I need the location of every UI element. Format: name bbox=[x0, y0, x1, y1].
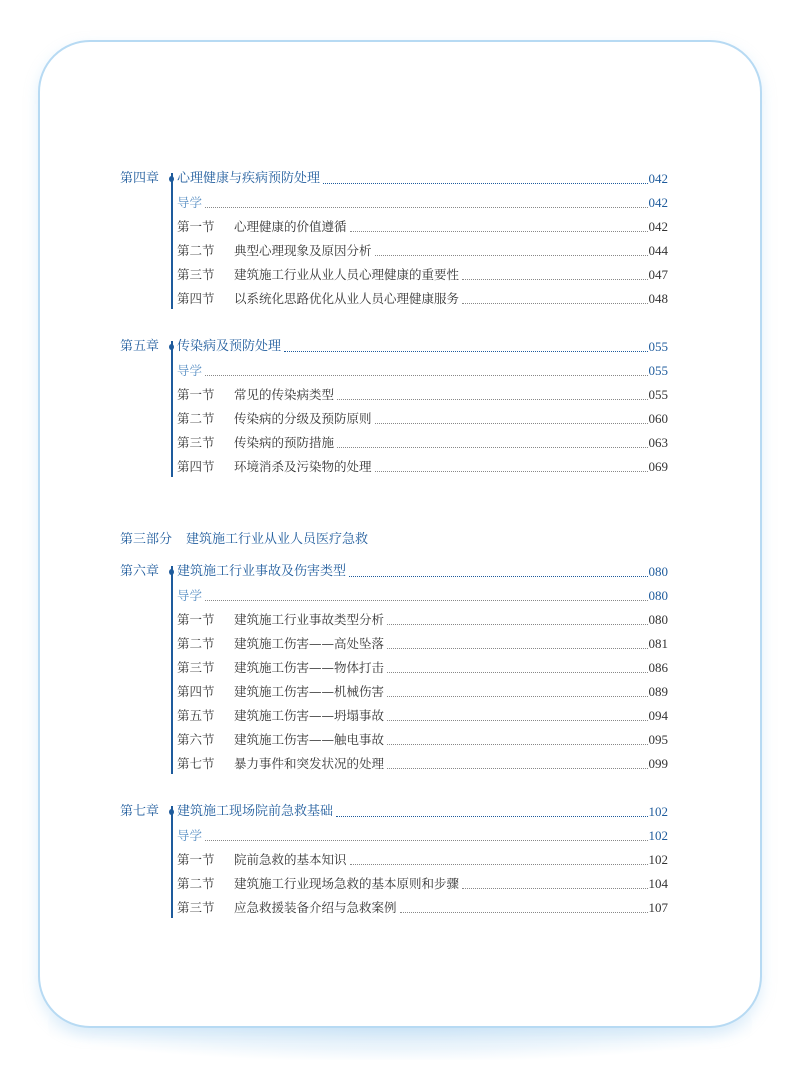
page-number: 048 bbox=[648, 291, 668, 306]
chapter-title: 建筑施工行业事故及伤害类型 bbox=[177, 564, 347, 579]
page-number: 104 bbox=[648, 876, 668, 891]
dot-leader bbox=[205, 840, 647, 841]
page-number: 042 bbox=[648, 219, 668, 234]
dot-leader bbox=[205, 375, 647, 376]
chapter-label: 第五章 bbox=[120, 339, 160, 354]
section-number: 第七节 bbox=[177, 756, 215, 771]
section-title: 建筑施工伤害——触电事故 bbox=[234, 732, 385, 747]
section-number: 第一节 bbox=[177, 612, 215, 627]
chapter-bullet-icon bbox=[169, 569, 174, 575]
part-title: 建筑施工行业从业人员医疗急救 bbox=[186, 532, 369, 547]
section-number: 第四节 bbox=[177, 459, 215, 474]
section-title: 应急救援装备介绍与急救案例 bbox=[234, 900, 397, 915]
intro-label: 导学 bbox=[177, 588, 203, 603]
chapter-divider-line bbox=[171, 806, 173, 918]
chapter-divider-line bbox=[171, 566, 173, 774]
page-number: 042 bbox=[648, 195, 668, 210]
section-number: 第二节 bbox=[177, 636, 215, 651]
chapter-title: 建筑施工现场院前急救基础 bbox=[177, 804, 334, 819]
section-number: 第三节 bbox=[177, 435, 215, 450]
intro-entry[interactable] bbox=[177, 584, 668, 608]
section-title: 建筑施工行业现场急救的基本原则和步骤 bbox=[234, 876, 460, 891]
section-entry[interactable] bbox=[177, 872, 668, 896]
section-entry[interactable] bbox=[177, 431, 668, 455]
section-entry[interactable] bbox=[177, 632, 668, 656]
page-number: 080 bbox=[648, 612, 668, 627]
dot-leader bbox=[337, 447, 647, 448]
section-number: 第三节 bbox=[177, 900, 215, 915]
part-label: 第三部分 bbox=[120, 532, 173, 547]
dot-leader bbox=[337, 399, 647, 400]
dot-leader bbox=[387, 672, 647, 673]
dot-leader bbox=[375, 255, 648, 256]
part-heading bbox=[120, 529, 368, 551]
dot-leader bbox=[375, 471, 648, 472]
section-title: 建筑施工伤害——机械伤害 bbox=[234, 684, 385, 699]
section-number: 第二节 bbox=[177, 411, 215, 426]
dot-leader bbox=[400, 912, 648, 913]
section-entry[interactable] bbox=[177, 407, 668, 431]
dot-leader bbox=[284, 351, 647, 352]
section-entry[interactable] bbox=[177, 455, 668, 479]
chapter-label: 第六章 bbox=[120, 564, 160, 579]
dot-leader bbox=[462, 888, 647, 889]
section-title: 建筑施工伤害——高处坠落 bbox=[234, 636, 385, 651]
chapter-entry[interactable] bbox=[177, 167, 668, 191]
chapter-block bbox=[120, 167, 668, 311]
dot-leader bbox=[336, 816, 647, 817]
section-entry[interactable] bbox=[177, 263, 668, 287]
section-number: 第一节 bbox=[177, 852, 215, 867]
section-title: 传染病的分级及预防原则 bbox=[234, 411, 372, 426]
section-title: 院前急救的基本知识 bbox=[234, 852, 347, 867]
page-number: 055 bbox=[648, 339, 668, 354]
section-number: 第一节 bbox=[177, 387, 215, 402]
chapter-entry[interactable] bbox=[177, 335, 668, 359]
chapter-block bbox=[120, 335, 668, 479]
dot-leader bbox=[205, 207, 647, 208]
section-title: 以系统化思路优化从业人员心理健康服务 bbox=[234, 291, 460, 306]
page-number: 080 bbox=[648, 564, 668, 579]
section-entry[interactable] bbox=[177, 287, 668, 311]
intro-entry[interactable] bbox=[177, 191, 668, 215]
chapter-bullet-icon bbox=[169, 176, 174, 182]
page-number: 086 bbox=[648, 660, 668, 675]
section-number: 第三节 bbox=[177, 660, 215, 675]
dot-leader bbox=[387, 696, 647, 697]
page-number: 055 bbox=[648, 363, 668, 378]
intro-entry[interactable] bbox=[177, 359, 668, 383]
page-number: 080 bbox=[648, 588, 668, 603]
section-entry[interactable] bbox=[177, 848, 668, 872]
section-title: 常见的传染病类型 bbox=[234, 387, 335, 402]
page-number: 044 bbox=[648, 243, 668, 258]
section-entry[interactable] bbox=[177, 656, 668, 680]
dot-leader bbox=[462, 303, 647, 304]
chapter-block bbox=[120, 560, 668, 776]
page-number: 081 bbox=[648, 636, 668, 651]
section-number: 第二节 bbox=[177, 243, 215, 258]
page-number: 102 bbox=[648, 804, 668, 819]
intro-label: 导学 bbox=[177, 363, 203, 378]
chapter-title: 心理健康与疾病预防处理 bbox=[177, 171, 321, 186]
page-number: 107 bbox=[648, 900, 668, 915]
page-number: 094 bbox=[648, 708, 668, 723]
chapter-bullet-icon bbox=[169, 809, 174, 815]
dot-leader bbox=[350, 864, 648, 865]
page-number: 099 bbox=[648, 756, 668, 771]
section-number: 第二节 bbox=[177, 876, 215, 891]
chapter-title: 传染病及预防处理 bbox=[177, 339, 282, 354]
section-title: 建筑施工伤害——坍塌事故 bbox=[234, 708, 385, 723]
section-entry[interactable] bbox=[177, 728, 668, 752]
page-number: 095 bbox=[648, 732, 668, 747]
section-title: 建筑施工行业从业人员心理健康的重要性 bbox=[234, 267, 460, 282]
section-entry[interactable] bbox=[177, 896, 668, 920]
chapter-bullet-icon bbox=[169, 344, 174, 350]
dot-leader bbox=[375, 423, 648, 424]
section-title: 传染病的预防措施 bbox=[234, 435, 335, 450]
section-title: 典型心理现象及原因分析 bbox=[234, 243, 372, 258]
section-title: 心理健康的价值遵循 bbox=[234, 219, 347, 234]
section-number: 第一节 bbox=[177, 219, 215, 234]
chapter-entry[interactable] bbox=[177, 560, 668, 584]
dot-leader bbox=[462, 279, 647, 280]
section-number: 第四节 bbox=[177, 291, 215, 306]
dot-leader bbox=[387, 648, 647, 649]
intro-label: 导学 bbox=[177, 195, 203, 210]
chapter-block bbox=[120, 800, 668, 920]
chapter-divider-line bbox=[171, 173, 173, 309]
section-title: 环境消杀及污染物的处理 bbox=[234, 459, 372, 474]
chapter-label: 第七章 bbox=[120, 804, 160, 819]
chapter-entry[interactable] bbox=[177, 800, 668, 824]
dot-leader bbox=[387, 744, 647, 745]
dot-leader bbox=[387, 720, 647, 721]
section-entry[interactable] bbox=[177, 680, 668, 704]
dot-leader bbox=[349, 576, 647, 577]
section-title: 建筑施工行业事故类型分析 bbox=[234, 612, 385, 627]
section-entry[interactable] bbox=[177, 383, 668, 407]
chapter-divider-line bbox=[171, 341, 173, 477]
section-entry[interactable] bbox=[177, 752, 668, 776]
dot-leader bbox=[387, 768, 647, 769]
dot-leader bbox=[205, 600, 647, 601]
page-number: 047 bbox=[648, 267, 668, 282]
page-number: 060 bbox=[648, 411, 668, 426]
section-number: 第三节 bbox=[177, 267, 215, 282]
intro-entry[interactable] bbox=[177, 824, 668, 848]
page-number: 102 bbox=[648, 828, 668, 843]
section-number: 第五节 bbox=[177, 708, 215, 723]
dot-leader bbox=[350, 231, 648, 232]
dot-leader bbox=[387, 624, 647, 625]
section-entry[interactable] bbox=[177, 239, 668, 263]
section-entry[interactable] bbox=[177, 215, 668, 239]
section-number: 第六节 bbox=[177, 732, 215, 747]
dot-leader bbox=[323, 183, 647, 184]
section-entry[interactable] bbox=[177, 704, 668, 728]
section-title: 建筑施工伤害——物体打击 bbox=[234, 660, 385, 675]
page-number: 063 bbox=[648, 435, 668, 450]
page-number: 102 bbox=[648, 852, 668, 867]
section-number: 第四节 bbox=[177, 684, 215, 699]
page-number: 089 bbox=[648, 684, 668, 699]
section-title: 暴力事件和突发状况的处理 bbox=[234, 756, 385, 771]
section-entry[interactable] bbox=[177, 608, 668, 632]
page-number: 042 bbox=[648, 171, 668, 186]
intro-label: 导学 bbox=[177, 828, 203, 843]
chapter-label: 第四章 bbox=[120, 171, 160, 186]
page-number: 055 bbox=[648, 387, 668, 402]
page-number: 069 bbox=[648, 459, 668, 474]
